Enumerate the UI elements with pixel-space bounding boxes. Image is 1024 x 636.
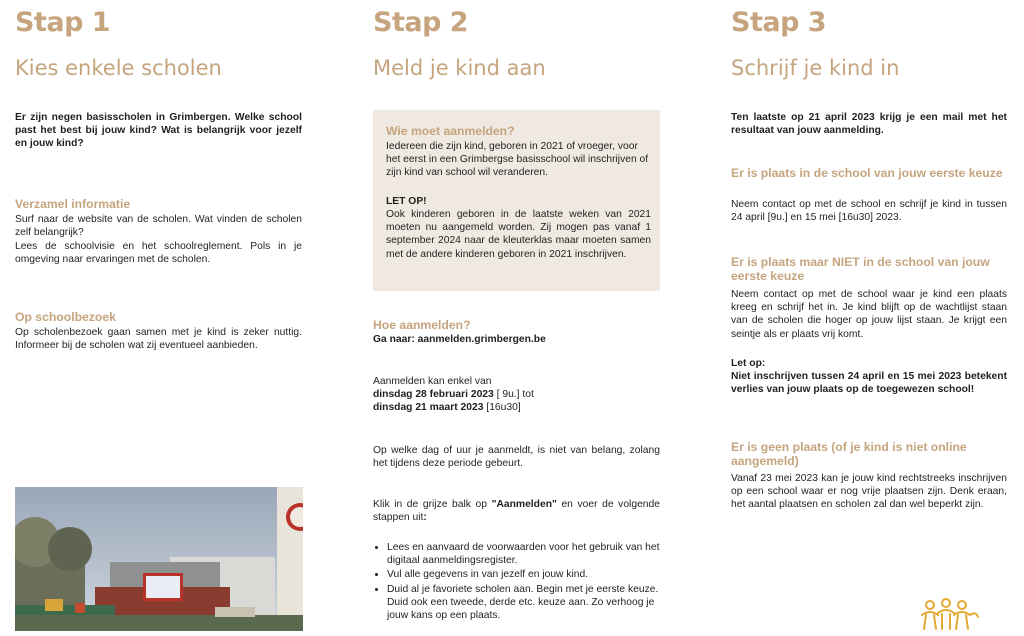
periode-end-time: [16u30]	[483, 402, 521, 414]
school-building-photo-icon	[15, 487, 303, 631]
klik-text-aanmelden: "Aanmelden"	[491, 499, 557, 510]
paragraph-klik-grijze-balk	[373, 498, 660, 524]
paragraph-verzamel-2: Lees de schoolvisie en het schoolreglement. Pols in je omgeving naar ervaringen met de scholen.	[15, 241, 302, 266]
stap-2-subtitle: Meld je kind aan	[373, 56, 546, 80]
paragraph-plaats-eerste-keuze: Neem contact op met de school en schrijf je kind in tussen 24 april [9u.] en 15 mei [16u30] 2023.	[731, 199, 1007, 224]
children-group-logo-icon	[916, 595, 980, 631]
periode-intro: Aanmelden kan enkel van	[373, 376, 492, 387]
periode-end-date: dinsdag 21 maart 2023	[373, 402, 484, 414]
steps-list	[373, 541, 660, 623]
heading-geen-plaats: Er is geen plaats (of je kind is niet online aangemeld)	[731, 440, 967, 468]
heading-wie-moet-aanmelden: Wie moet aanmelden?	[386, 124, 515, 138]
heading-hoe-aanmelden: Hoe aanmelden?	[373, 318, 471, 332]
periode-start-date: dinsdag 28 februari 2023	[373, 389, 494, 401]
school-building-photo	[15, 487, 303, 631]
paragraph-geen-plaats: Vanaf 23 mei 2023 kan je jouw kind rechtstreeks inschrijven op een school waar er nog vrije plaatsen zijn. Denk eraan, het aantal plaatsen en scholen zal dan wel beperkt zijn.	[731, 473, 1007, 511]
label-let-op-col3: Let op:	[731, 358, 766, 369]
stap-2-title: Stap 2	[373, 7, 469, 38]
paragraph-wie-moet-aanmelden: Iedereen die zijn kind, geboren in 2021 of vroeger, voor het eerst in een Grimbergse basisschool wil inschrijven of zijn kind van school wil veranderen.	[386, 141, 649, 179]
list-item: • Lees en aanvaard de voorwaarden voor het gebruik van het digitaal aanmeldingsregister.	[387, 541, 660, 567]
stap-3-subtitle: Schrijf je kind in	[731, 56, 900, 80]
paragraph-dag-uur: Op welke dag of uur je aanmeldt, is niet van belang, zolang het tijdens deze periode gebeurt.	[373, 445, 660, 470]
heading-verzamel-informatie: Verzamel informatie	[15, 197, 131, 211]
stap-3-intro: Ten laatste op 21 april 2023 krijg je een mail met het resultaat van jouw aanmelding.	[731, 112, 1007, 137]
paragraph-periode	[373, 375, 660, 415]
paragraph-let-op: Ook kinderen geboren in de laatste weken van 2021 moeten nu aangemeld worden. Zij mogen pas vanaf 1 september 2024 naar de kleuterklas maar moeten samen met de andere kinderen geboren in 2021 inschrijven.	[386, 209, 651, 260]
periode-start-time: [ 9u.] tot	[493, 389, 534, 401]
list-item: • Vul alle gegevens in van jezelf en jouw kind.	[387, 568, 660, 581]
heading-plaats-niet-eerste-keuze: Er is plaats maar NIET in de school van jouw eerste keuze	[731, 255, 990, 283]
stap-1-subtitle: Kies enkele scholen	[15, 56, 222, 80]
klik-text-a: Klik in de grijze balk op	[373, 499, 492, 510]
klik-text-c: en voer de volgende stappen uit	[373, 499, 660, 524]
heading-op-schoolbezoek: Op schoolbezoek	[15, 310, 116, 324]
label-let-op: LET OP!	[386, 196, 427, 207]
children-group-logo	[916, 595, 980, 631]
stap-3-title: Stap 3	[731, 7, 827, 38]
klik-text-d: :	[423, 512, 427, 524]
stap-1-intro: Er zijn negen basisscholen in Grimbergen. Welke school past het best bij jouw kind? Wat is belangrijk voor jezelf en jouw kind?	[15, 112, 302, 150]
heading-plaats-eerste-keuze: Er is plaats in de school van jouw eerste keuze	[731, 166, 1003, 180]
paragraph-plaats-niet-eerste-keuze: Neem contact op met de school waar je kind een plaats kreeg en schrijf het in. Je kind blijft op de wachtlijst staan van de scholen die hoger op jouw lijst staan. Je krijgt een seintje als er plaats vrij komt.	[731, 289, 1007, 340]
link-aanmelden-grimbergen[interactable]: Ga naar: aanmelden.grimbergen.be	[373, 334, 546, 345]
stap-1-title: Stap 1	[15, 7, 111, 38]
paragraph-schoolbezoek: Op scholenbezoek gaan samen met je kind is zeker nuttig. Informeer bij de scholen wat zij eventueel aanbieden.	[15, 327, 302, 352]
list-item: • Duid al je favoriete scholen aan. Begin met je eerste keuze. Duid ook een tweede, derde etc. keuze aan. Zo verhoog je jouw kans op een plaats.	[387, 583, 660, 623]
paragraph-let-op-col3: Niet inschrijven tussen 24 april en 15 mei 2023 betekent verlies van jouw plaats op de toegewezen school!	[731, 371, 1007, 396]
paragraph-verzamel-1: Surf naar de website van de scholen. Wat vinden de scholen zelf belangrijk?	[15, 214, 302, 239]
